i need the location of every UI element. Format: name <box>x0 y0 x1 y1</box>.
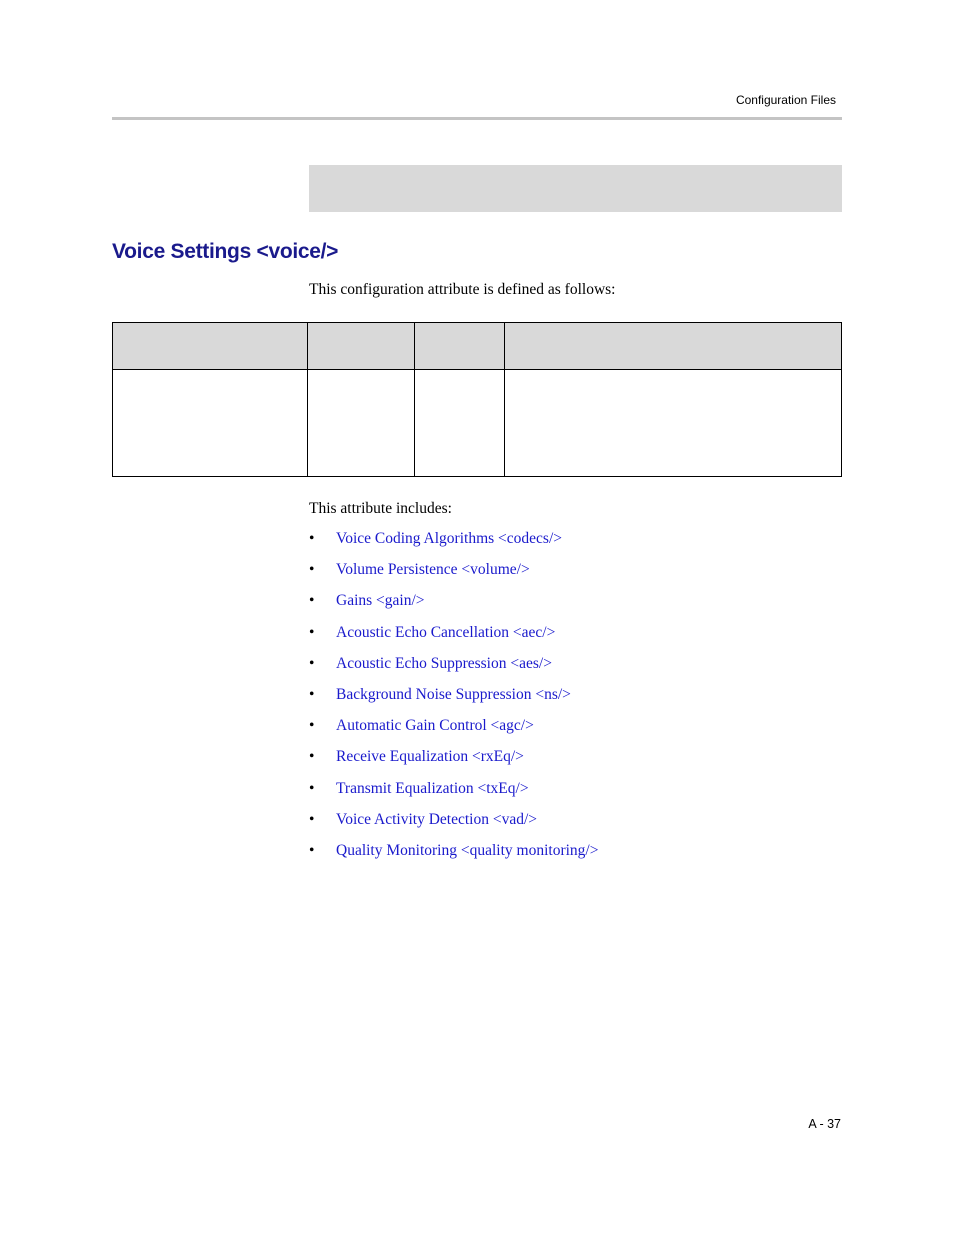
link-rxeq[interactable]: Receive Equalization <rxEq/> <box>336 748 524 766</box>
table-header-row <box>113 323 842 370</box>
link-aec[interactable]: Acoustic Echo Cancellation <aec/> <box>336 623 556 641</box>
list-item <box>309 780 598 811</box>
table-header-cell <box>113 323 308 370</box>
link-quality-monitoring[interactable]: Quality Monitoring <quality monitoring/> <box>336 841 599 859</box>
table-cell <box>307 370 414 477</box>
table-cell <box>505 370 842 477</box>
running-header: Configuration Files <box>735 93 836 107</box>
list-item <box>309 624 598 655</box>
included-attributes-list <box>309 530 598 873</box>
table-row <box>113 370 842 477</box>
intro-text: This configuration attribute is defined as follows: <box>309 281 616 298</box>
table-header-cell <box>505 323 842 370</box>
header-divider <box>112 117 842 120</box>
gray-placeholder-box <box>309 165 842 212</box>
bullet-icon: • <box>309 561 315 579</box>
list-item <box>309 811 598 842</box>
bullet-icon: • <box>309 623 315 641</box>
list-item <box>309 686 598 717</box>
list-item <box>309 842 598 873</box>
bullet-icon: • <box>309 717 315 735</box>
list-item <box>309 717 598 748</box>
table-header-cell <box>307 323 414 370</box>
bullet-icon: • <box>309 592 315 610</box>
bullet-icon: • <box>309 685 315 703</box>
link-ns[interactable]: Background Noise Suppression <ns/> <box>336 685 571 703</box>
link-agc[interactable]: Automatic Gain Control <agc/> <box>336 717 534 735</box>
list-item <box>309 530 598 561</box>
link-txeq[interactable]: Transmit Equalization <txEq/> <box>336 779 529 797</box>
bullet-icon: • <box>309 779 315 797</box>
attribute-table <box>112 322 842 477</box>
bullet-icon: • <box>309 810 315 828</box>
page-number: A - 37 <box>808 1117 841 1131</box>
bullet-icon: • <box>309 748 315 766</box>
table-cell <box>113 370 308 477</box>
link-codecs[interactable]: Voice Coding Algorithms <codecs/> <box>336 530 562 547</box>
list-item <box>309 592 598 623</box>
list-item <box>309 561 598 592</box>
table-header-cell <box>414 323 505 370</box>
section-title: Voice Settings <voice/> <box>112 240 339 263</box>
bullet-icon: • <box>309 530 315 547</box>
bullet-icon: • <box>309 654 315 672</box>
link-gain[interactable]: Gains <gain/> <box>336 592 425 610</box>
includes-label: This attribute includes: <box>309 500 452 517</box>
link-vad[interactable]: Voice Activity Detection <vad/> <box>336 810 538 828</box>
list-item <box>309 748 598 779</box>
table-cell <box>414 370 505 477</box>
link-volume[interactable]: Volume Persistence <volume/> <box>336 561 530 579</box>
bullet-icon: • <box>309 841 315 859</box>
link-aes[interactable]: Acoustic Echo Suppression <aes/> <box>336 654 552 672</box>
list-item <box>309 655 598 686</box>
